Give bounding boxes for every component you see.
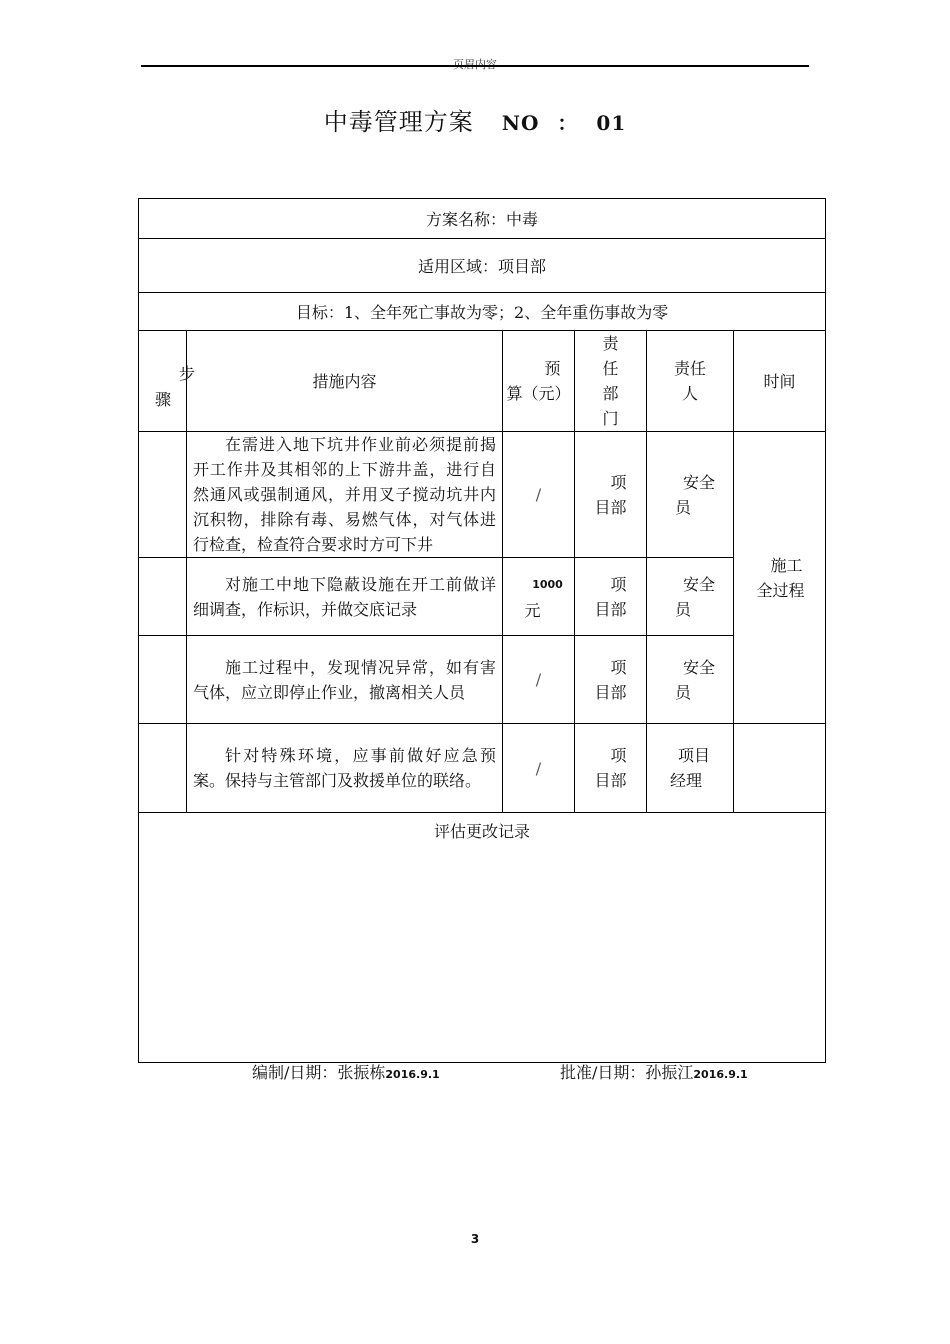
person-text-b: 员	[674, 682, 691, 702]
dept-cell	[575, 558, 647, 636]
record-label: 评估更改记录	[434, 822, 531, 841]
prepared-by	[252, 1060, 440, 1083]
scope-cell: 适用区域：项目部	[139, 239, 826, 293]
dept-cell	[575, 724, 647, 813]
measure-cell	[187, 432, 503, 558]
budget-header	[503, 331, 575, 432]
measure-text: 对施工中地下隐蔽设施在开工前做详细调查，作标识，并做交底记录	[193, 574, 496, 619]
prepared-label: 编制/日期：张振栋	[252, 1063, 386, 1082]
title-main: 中毒管理方案	[323, 108, 474, 136]
dept-text-b: 目部	[594, 682, 627, 702]
approved-by	[560, 1060, 748, 1083]
person-text-b: 员	[674, 599, 691, 619]
dept-text-a: 项	[610, 574, 627, 594]
time-text-b: 全过程	[756, 580, 805, 600]
step-cell	[139, 724, 187, 813]
budget-cell	[503, 558, 575, 636]
document-title	[0, 102, 950, 137]
dept-text-a: 项	[610, 472, 627, 492]
person-cell	[647, 558, 734, 636]
measure-text: 施工过程中，发现情况异常，如有害气体，应立即停止作业，撤离相关人员	[193, 657, 496, 702]
title-number: 01	[596, 111, 627, 135]
person-text-a: 安全	[682, 657, 715, 677]
person-cell	[647, 432, 734, 558]
record-cell	[139, 813, 826, 1063]
page-header-text: 页眉内容	[453, 58, 497, 71]
step-header-cell	[139, 331, 196, 432]
header-rule	[141, 65, 809, 67]
measure-text: 在需进入地下坑井作业前必须提前揭开工作井及其相邻的上下游井盖，进行自然通风或强制通风，并用叉子搅动坑井内沉积物，排除有毒、易燃气体，对气体进行检查，检查符合要求时方可下井	[193, 435, 496, 554]
dept-text-a: 项	[610, 657, 627, 677]
measure-cell	[187, 724, 503, 813]
budget-header-b: 算（元）	[506, 384, 571, 403]
dept-text-b: 目部	[594, 771, 627, 790]
step-header-a: 步	[179, 364, 196, 383]
budget-header-a: 预	[544, 359, 561, 378]
measure-text: 针对特殊环境，应事前做好应急预案。保持与主管部门及救援单位的联络。	[193, 746, 496, 790]
dept-text-a: 项	[610, 746, 627, 765]
plan-name-cell: 方案名称：中毒	[139, 199, 826, 239]
measure-header: 措施内容	[187, 331, 503, 432]
step-header-b: 骤	[155, 390, 172, 409]
step-cell	[139, 558, 187, 636]
dept-text-b: 目部	[594, 599, 627, 619]
person-cell	[647, 636, 734, 724]
dept-text-b: 目部	[594, 497, 627, 517]
title-no-label: NO	[501, 111, 540, 135]
budget-unit: 元	[524, 600, 541, 620]
dept-cell	[575, 636, 647, 724]
time-cell-empty	[734, 724, 826, 813]
person-text-b: 员	[674, 497, 691, 517]
dept-header-text: 责任部门	[602, 334, 619, 428]
person-text-a: 安全	[682, 574, 715, 594]
prepared-date: 2016.9.1	[385, 1068, 440, 1081]
time-header: 时间	[734, 331, 826, 432]
time-text-a: 施工	[770, 555, 803, 575]
person-header-text: 责任人	[673, 359, 706, 403]
person-cell	[647, 724, 734, 813]
approved-date: 2016.9.1	[693, 1068, 748, 1081]
step-cell	[139, 636, 187, 724]
measure-cell	[187, 558, 503, 636]
time-cell	[734, 432, 826, 724]
person-text-a: 项目	[677, 746, 710, 765]
budget-cell: /	[503, 724, 575, 813]
person-text-b: 经理	[669, 771, 702, 790]
person-header	[647, 331, 734, 432]
budget-cell: /	[503, 636, 575, 724]
page-number: 3	[470, 1232, 480, 1246]
person-text-a: 安全	[682, 472, 715, 492]
measure-cell	[187, 636, 503, 724]
budget-cell: /	[503, 432, 575, 558]
title-separator: ：	[557, 111, 579, 135]
plan-table	[138, 198, 826, 1063]
goal-cell: 目标：1、全年死亡事故为零；2、全年重伤事故为零	[139, 293, 826, 331]
dept-header	[575, 331, 647, 432]
approved-label: 批准/日期：孙振江	[560, 1063, 694, 1082]
step-cell	[139, 432, 187, 558]
budget-amount: 1000	[532, 577, 563, 591]
dept-cell	[575, 432, 647, 558]
